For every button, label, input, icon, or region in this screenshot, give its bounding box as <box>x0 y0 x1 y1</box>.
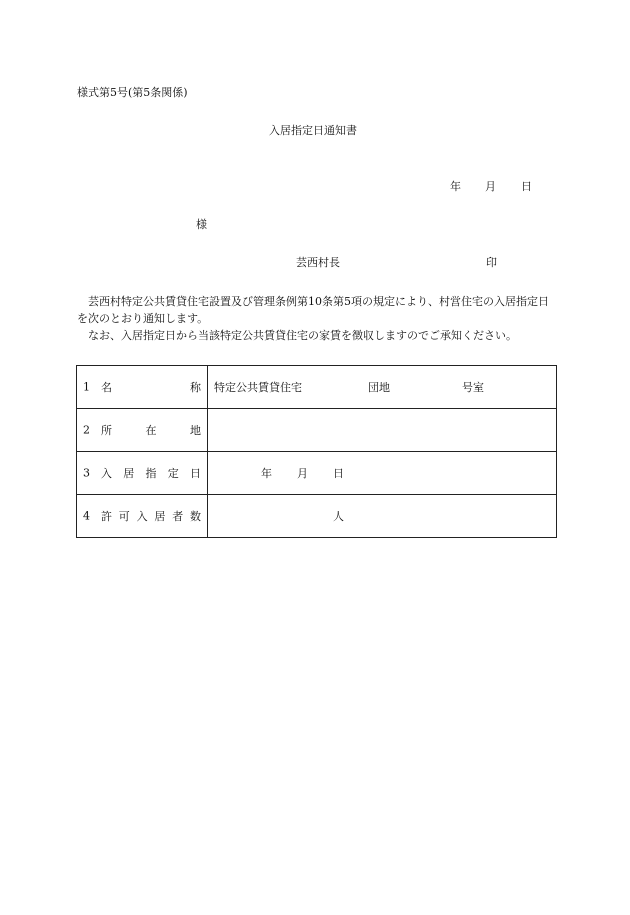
label-char: 居 <box>123 467 135 480</box>
move-in-year-label: 年 <box>261 467 272 480</box>
body-paragraph-1: 芸西村特定公共賃貸住宅設置及び管理条例第10条第5項の規定により、村営住宅の入居指定日を次のとおり通知します。 <box>77 295 549 325</box>
row-value-location <box>208 409 557 452</box>
details-table <box>76 365 557 538</box>
move-in-month-label: 月 <box>297 467 308 480</box>
label-char: 許 <box>101 510 112 523</box>
document-title: 入居指定日通知書 <box>269 124 357 137</box>
table-row <box>77 366 557 409</box>
housing-type: 特定公共賃貸住宅 <box>214 381 302 394</box>
form-number: 様式第5号(第5条関係) <box>77 86 188 99</box>
row-label-name <box>77 366 208 409</box>
label-char: 可 <box>118 510 130 523</box>
label-char: 入 <box>101 467 112 480</box>
label-char: 入 <box>136 510 148 523</box>
move-in-day-label: 日 <box>333 467 344 480</box>
row-label <box>101 508 201 524</box>
room-label: 号室 <box>462 381 484 394</box>
row-label <box>101 422 201 438</box>
date-year-label: 年 <box>450 180 461 193</box>
label-char: 者 <box>172 510 184 523</box>
row-label-move-in-date <box>77 452 208 495</box>
label-char: 地 <box>190 424 201 437</box>
row-number: 4 <box>83 509 90 523</box>
label-char: 居 <box>154 510 166 523</box>
label-char: 所 <box>101 424 112 437</box>
label-char: 称 <box>190 381 201 394</box>
row-number: 1 <box>83 380 90 394</box>
label-char: 名 <box>101 381 112 394</box>
row-label-occupants <box>77 495 208 538</box>
label-char: 在 <box>145 424 157 437</box>
issuer-name: 芸西村長 <box>296 256 340 269</box>
row-label-location <box>77 409 208 452</box>
row-value-move-in-date <box>208 452 557 495</box>
row-value-name <box>208 366 557 409</box>
row-number: 3 <box>83 466 90 480</box>
date-day-label: 日 <box>521 180 532 193</box>
label-char: 指 <box>145 467 157 480</box>
occupants-unit-label: 人 <box>333 510 344 523</box>
row-label <box>101 379 201 395</box>
table-row <box>77 409 557 452</box>
label-char: 数 <box>189 510 201 523</box>
label-char: 日 <box>190 467 201 480</box>
recipient-honorific: 様 <box>196 218 207 231</box>
seal-mark: 印 <box>486 256 497 269</box>
complex-label: 団地 <box>368 381 390 394</box>
table-row <box>77 495 557 538</box>
label-char: 定 <box>167 467 179 480</box>
row-number: 2 <box>83 423 90 437</box>
row-label <box>101 465 201 481</box>
table-row <box>77 452 557 495</box>
row-value-occupants <box>208 495 557 538</box>
date-month-label: 月 <box>485 180 496 193</box>
body-paragraph-2: なお、入居指定日から当該特定公共賃貸住宅の家賃を徴収しますのでご承知ください。 <box>88 329 517 342</box>
